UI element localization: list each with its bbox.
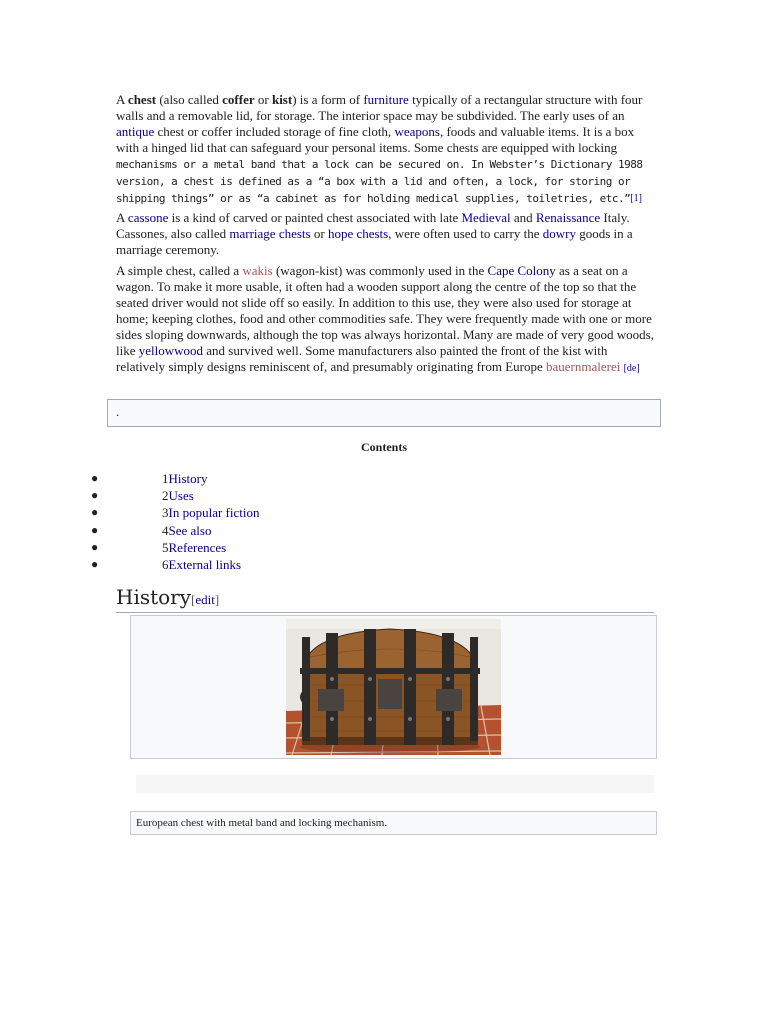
section-title: History: [116, 585, 192, 609]
toc-link[interactable]: History: [168, 471, 208, 486]
figure-caption: [130, 811, 657, 835]
link-marriage-chests[interactable]: marriage chests: [229, 226, 311, 241]
text: and: [510, 210, 536, 225]
text: or: [254, 92, 272, 107]
link-hope-chests[interactable]: hope chests: [327, 226, 389, 241]
reference-link-1[interactable]: [1]: [630, 193, 642, 204]
text: A simple chest, called a: [116, 263, 243, 278]
term-coffer: coffer: [222, 92, 255, 107]
toc-number: 1: [162, 471, 169, 486]
chest-photo: [286, 619, 501, 755]
intro-paragraph-3: [116, 263, 654, 377]
edit-bracket: [: [191, 592, 196, 607]
text: typically of a rectangular structure with four walls and a removable lid, for storage. The interior space may be subdivided. The early uses of an: [116, 92, 643, 123]
bullet-icon: ●: [91, 505, 99, 520]
toc-link[interactable]: See also: [168, 522, 212, 538]
link-cassone[interactable]: cassone: [127, 210, 169, 225]
link-furniture[interactable]: furniture: [363, 92, 409, 107]
toc-link[interactable]: Uses: [168, 488, 194, 504]
link-wakis[interactable]: wakis: [242, 263, 273, 278]
caption-spacer: [136, 775, 654, 793]
link-bauernmalerei[interactable]: bauernmalerei: [545, 359, 621, 374]
link-dowry[interactable]: dowry: [542, 226, 576, 241]
text: ) is a form of: [292, 92, 364, 107]
interlanguage-link-de[interactable]: [de]: [623, 363, 640, 374]
text: , were often used to carry the: [388, 226, 543, 241]
link-medieval[interactable]: Medieval: [461, 210, 511, 225]
toc-number: 4: [162, 522, 169, 538]
toc-number: 2: [162, 488, 169, 504]
toc-link[interactable]: In popular fiction: [168, 505, 260, 521]
toc-number: 3: [162, 505, 169, 521]
section-heading-history: [116, 585, 654, 613]
intro-paragraph-1: [116, 92, 654, 208]
text: (wagon-kist) was commonly used in the: [272, 263, 488, 278]
text: goods in a marriage ceremony.: [116, 226, 633, 257]
term-chest: chest: [127, 92, 157, 107]
figure-frame: [130, 615, 657, 759]
text: A: [116, 210, 128, 225]
text: as a seat on a wagon. To make it more usable, it often had a wooden support along the centre of the top so that the seated driver would not slide off so easily. In addition to this use, they were also used for storage at home; keeping clothes, food and other commodities safe. They were frequently made with one or more sides sloping downwards, although the top was always horizontal. Many are made of very good woods, like: [116, 263, 654, 358]
toc-link[interactable]: References: [168, 539, 227, 555]
link-antique[interactable]: antique: [116, 124, 155, 139]
toc-number: 6: [162, 556, 169, 572]
edit-bracket: ]: [214, 592, 220, 607]
text: is a kind of carved or painted chest associated with late: [168, 210, 462, 225]
text: and survived well. Some manufacturers also painted the front of the kist with relatively simply designs reminiscent of, and presumably originating from Europe: [116, 343, 608, 374]
bullet-icon: ●: [91, 556, 99, 571]
bullet-icon: ●: [91, 522, 99, 537]
dictionary-quote: mechanisms or a metal band that a lock can be secured on. In Webster’s Dictionary 1988 version, a chest is defined as a “a box with a lid and often, a lock, for storing or shipping things” or as “a cabinet as for holding medical supplies, toiletries, etc.”: [116, 158, 643, 205]
notice-box-text: .: [116, 404, 120, 419]
text: chest or coffer included storage of fine cloth,: [154, 124, 395, 139]
bullet-icon: ●: [91, 539, 99, 554]
toc-title: Contents: [360, 440, 407, 454]
text: (also called: [156, 92, 223, 107]
bullet-icon: ●: [91, 471, 99, 485]
edit-section-link[interactable]: edit: [195, 592, 215, 607]
intro-paragraph-2: [116, 210, 654, 258]
text: , foods and valuable items. It is a box with a hinged lid that can safeguard your personal items. Some chests are equipped with locking: [116, 124, 635, 155]
text: A: [116, 92, 128, 107]
toc-link[interactable]: External links: [168, 556, 242, 572]
link-yellowwood[interactable]: yellowwood: [138, 343, 204, 358]
term-kist: kist: [271, 92, 293, 107]
toc-number: 5: [162, 539, 169, 555]
text: or: [310, 226, 328, 241]
link-cape-colony[interactable]: Cape Colony: [487, 263, 556, 278]
link-renaissance[interactable]: Renaissance: [535, 210, 601, 225]
caption-text: European chest with metal band and locking mechanism.: [136, 817, 388, 829]
link-weapons[interactable]: weapons: [394, 124, 440, 139]
bullet-icon: ●: [91, 488, 99, 503]
text: Italy. Cassones, also called: [116, 210, 630, 241]
notice-box: [107, 399, 661, 427]
